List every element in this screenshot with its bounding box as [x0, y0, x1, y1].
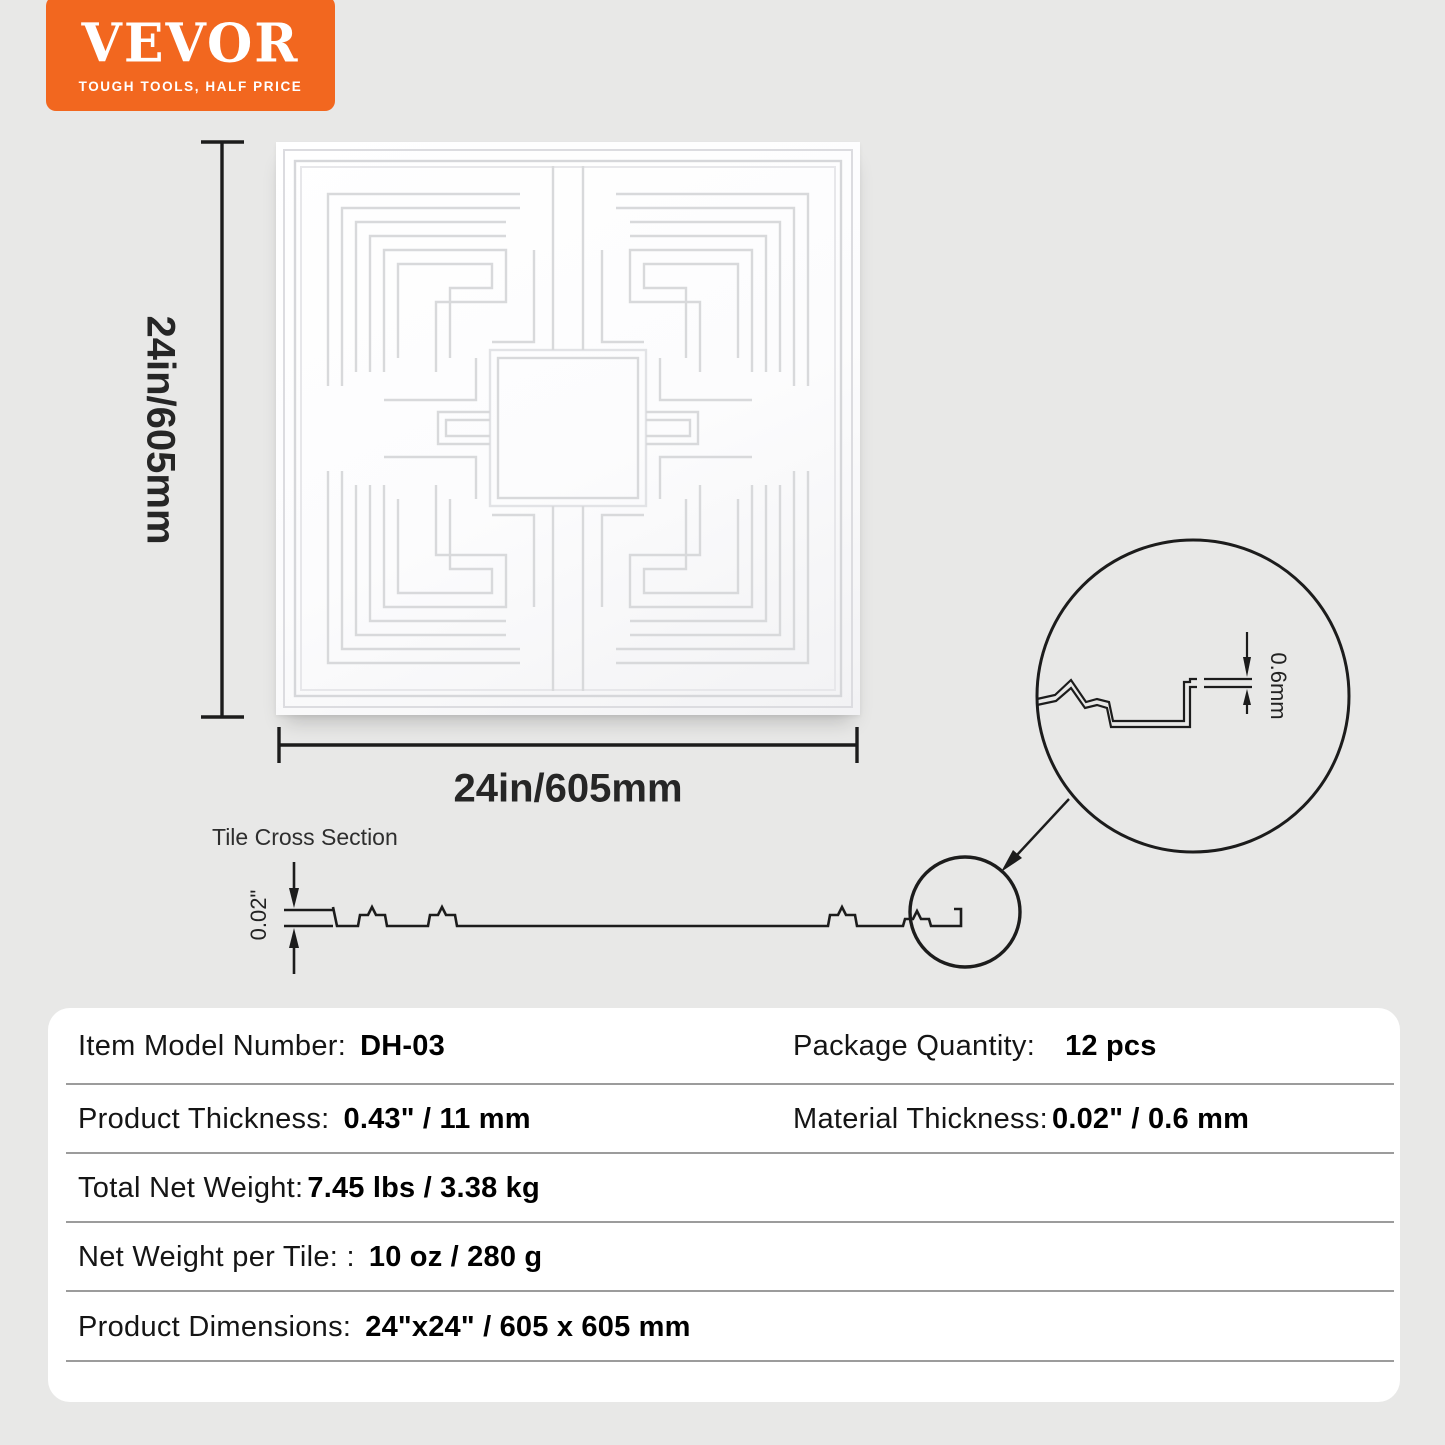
spec-value: 12 pcs [1065, 1030, 1157, 1062]
spec-label: Product Thickness: [78, 1103, 330, 1135]
spec-row-thickness [48, 1085, 1400, 1154]
spec-label: Item Model Number: [78, 1030, 347, 1062]
spec-cell [793, 1008, 1157, 1085]
spec-value: 0.43" / 11 mm [343, 1103, 531, 1135]
tile-width-label: 24in/605mm [453, 766, 683, 811]
spec-label: Product Dimensions: [78, 1310, 352, 1343]
spec-label: Total Net Weight: [78, 1172, 304, 1204]
spec-cell [78, 1008, 445, 1085]
thickness-callout [284, 862, 333, 974]
detail-thickness-label: 0.6mm [1266, 652, 1291, 720]
row-divider [66, 1360, 1394, 1362]
spec-label: Material Thickness: [793, 1103, 1048, 1135]
spec-cell [78, 1292, 691, 1362]
spec-row-tile-weight [48, 1223, 1400, 1292]
brand-name: VEVOR [81, 11, 300, 75]
material-thickness-dim [1243, 632, 1251, 714]
brand-tagline: TOUGH TOOLS, HALF PRICE [78, 78, 303, 94]
spec-label: Package Quantity: [793, 1030, 1036, 1062]
tile-center-motif [438, 166, 698, 691]
spec-row-model [48, 1008, 1400, 1085]
cross-section-thickness-label: 0.02" [246, 889, 271, 941]
magnified-profile [1037, 679, 1252, 727]
spec-cell [793, 1085, 1249, 1154]
spec-value: 10 oz / 280 g [368, 1241, 543, 1273]
ceiling-tile-image [276, 142, 860, 715]
leader-line [1017, 799, 1069, 855]
magnifier-circle [1037, 540, 1349, 852]
cross-section-profile [333, 907, 961, 926]
spec-label: Net Weight per Tile: : [78, 1241, 355, 1273]
spec-cell [78, 1085, 531, 1154]
spec-value: 24"x24" / 605 x 605 mm [365, 1310, 691, 1343]
detail-source-circle [910, 857, 1020, 967]
leader-arrowhead [1001, 850, 1022, 872]
tile-maze-pattern [276, 142, 860, 715]
spec-value: 7.45 lbs / 3.38 kg [307, 1172, 540, 1204]
spec-value: 0.02" / 0.6 mm [1051, 1103, 1250, 1135]
spec-table-panel [48, 1008, 1400, 1402]
spec-row-total-weight [48, 1154, 1400, 1223]
vevor-logo [46, 0, 335, 111]
spec-cell [78, 1154, 540, 1223]
spec-row-dimensions [48, 1292, 1400, 1362]
spec-value: DH-03 [360, 1030, 445, 1062]
spec-cell [78, 1223, 542, 1292]
tile-height-label: 24in/605mm [138, 315, 183, 545]
cross-section-title: Tile Cross Section [212, 824, 398, 850]
